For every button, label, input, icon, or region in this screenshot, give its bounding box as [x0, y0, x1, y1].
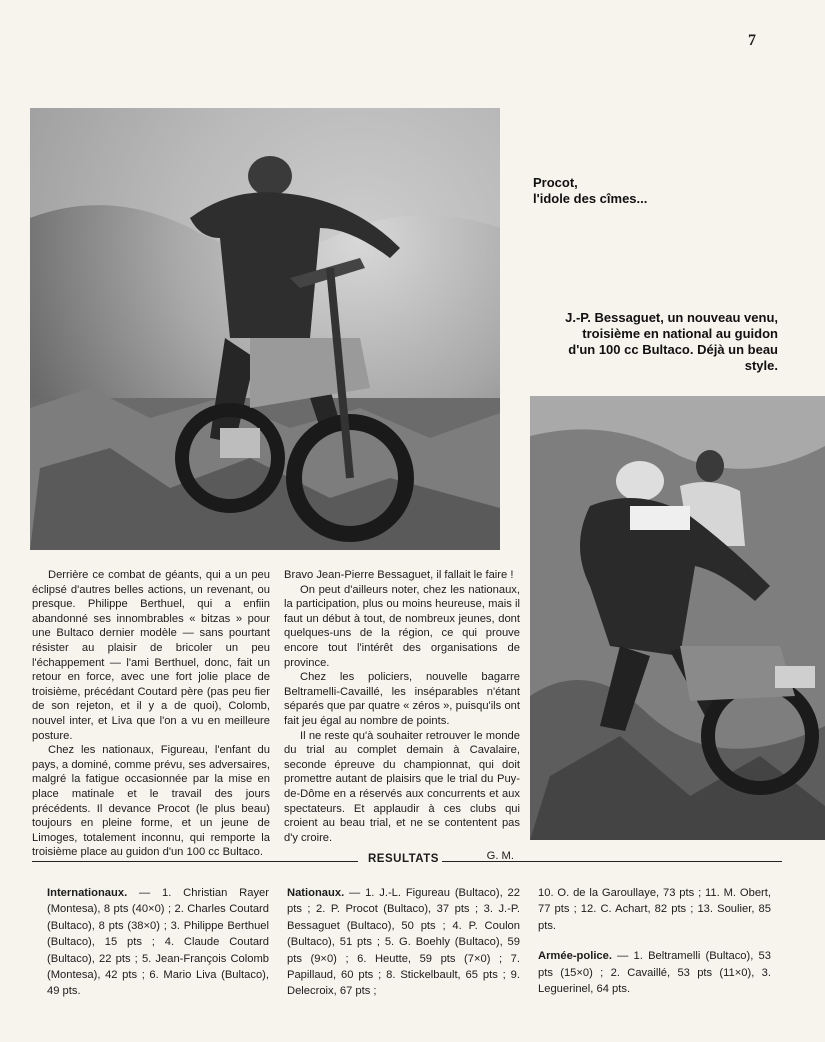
caption-procot	[533, 175, 773, 207]
results-rule-left	[32, 861, 358, 862]
article-column-1	[32, 568, 270, 860]
caption-bessaguet-line-1: J.-P. Bessaguet, un nouveau venu,	[565, 310, 778, 325]
article-paragraph: Chez les nationaux, Figureau, l'enfant du pays, a dominé, comme prévu, ses adversaires, malgré la fatigue occasionnée par la mise en place matinale et le travail des jours précédents. Il devance Procot (le plus beau) toujours en pleine forme, et un jeune de Limoges, totalement inconnu, qui remporte la troisième place au guidon d'un 100 cc Bultaco.	[32, 744, 270, 859]
photo-procot-motorcycle	[30, 108, 500, 550]
caption-bessaguet	[520, 310, 778, 374]
article-paragraph: Chez les policiers, nouvelle bagarre Beltramelli-Cavaillé, les inséparables n'étant séparés que par quatre « zéros », puisqu'ils ont fait jeu égal au nombre de points.	[284, 671, 520, 727]
results-column-3	[538, 885, 771, 997]
results-category-text: — 1. Beltramelli (Bultaco), 53 pts (15×0) ; 2. Cavaillé, 53 pts (11×0), 3. Leguerinel, 64 pts.	[538, 950, 771, 996]
results-header	[32, 852, 782, 872]
results-title: RESULTATS	[368, 853, 439, 865]
results-category-label: Armée-police.	[538, 950, 612, 963]
results-category-label: Internationaux.	[47, 887, 128, 899]
article-paragraph: Bravo Jean-Pierre Bessaguet, il fallait le faire !	[284, 569, 514, 581]
article-column-2	[284, 568, 520, 864]
results-nationaux-continued: 10. O. de la Garoullaye, 73 pts ; 11. M. Obert, 77 pts ; 12. C. Achart, 82 pts ; 13. Soulier, 85 pts.	[538, 887, 771, 932]
results-nationaux	[287, 885, 520, 1000]
page-number: 7	[748, 32, 756, 49]
caption-bessaguet-line-2: troisième en national au guidon	[582, 326, 778, 341]
results-internationaux	[47, 885, 269, 1000]
article-signature: G. M.	[486, 850, 514, 863]
results-category-text: — 1. Christian Rayer (Montesa), 8 pts (40×0) ; 2. Charles Coutard (Bultaco), 8 pts (38×0) ; 3. Philippe Berthuel (Bultaco), 15 pts ; 4. Claude Coutard (Bultaco), 22 pts ; 5. Jean-François Colomb (Montesa), 42 pts ; 6. Mario Liva (Bultaco), 49 pts.	[47, 887, 269, 998]
article-paragraph: Derrière ce combat de géants, qui a un peu éclipsé d'autres belles actions, un revenant, ou presque. Philippe Berthuel, qui a enfiin abandonné ses innombrables « bitzas » pour une Bultaco dernier modèle — sans pourtant résister au plaisir de bricoler un peu l'échappement — l'ami Berthuel, donc, fait un retour en force, avec une fort jolie place de troisième, précédant Coutard père (pas peu fier de son rejeton, et il y a de quoi), Colomb, nouvel inter, et Liva que l'on a vu en meilleure posture.	[32, 569, 270, 742]
photo-procot-illustration	[30, 108, 500, 550]
article-paragraph: On peut d'ailleurs noter, chez les nationaux, la participation, plus ou moins heureuse, mais il faut un début à tout, de nombreux jeunes, dont quelques-uns de la région, ce qui prouve encore tout l'intérêt des organisations de province.	[284, 583, 520, 669]
caption-procot-line-2: l'idole des cîmes...	[533, 191, 648, 206]
results-rule-right	[442, 861, 782, 862]
caption-bessaguet-line-3: d'un 100 cc Bultaco. Déjà un beau	[568, 342, 778, 357]
caption-bessaguet-line-4: style.	[744, 358, 778, 373]
caption-procot-line-1: Procot,	[533, 175, 578, 190]
results-category-text: — 1. J.-L. Figureau (Bultaco), 22 pts ; 2. P. Procot (Bultaco), 37 pts ; 3. J.-P. Bessaguet (Bultaco), 50 pts ; 4. P. Coulon (Bultaco), 51 pts ; 5. G. Boehly (Bultaco), 59 pts (9×0) ; 6. Heutte, 59 pts (7×0) ; 7. Papillaud, 60 pts ; 8. Stickelbault, 65 pts ; 9. Delecroix, 67 pts ;	[287, 887, 520, 998]
results-category-label: Nationaux.	[287, 887, 345, 899]
photo-bessaguet-illustration	[530, 396, 825, 840]
article-paragraph: Il ne reste qu'à souhaiter retrouver le monde du trial au complet demain à Cavalaire, seconde épreuve du championnat, qui doit promettre autant de plaisirs que le trial du Puy-de-Dôme en a réservés aux concurrents et aux spectateurs. Et applaudir à ces clubs qui croient au beau trial, et ne se contentent pas d'y croire.	[284, 729, 520, 844]
photo-bessaguet-motorcycle	[530, 396, 825, 840]
